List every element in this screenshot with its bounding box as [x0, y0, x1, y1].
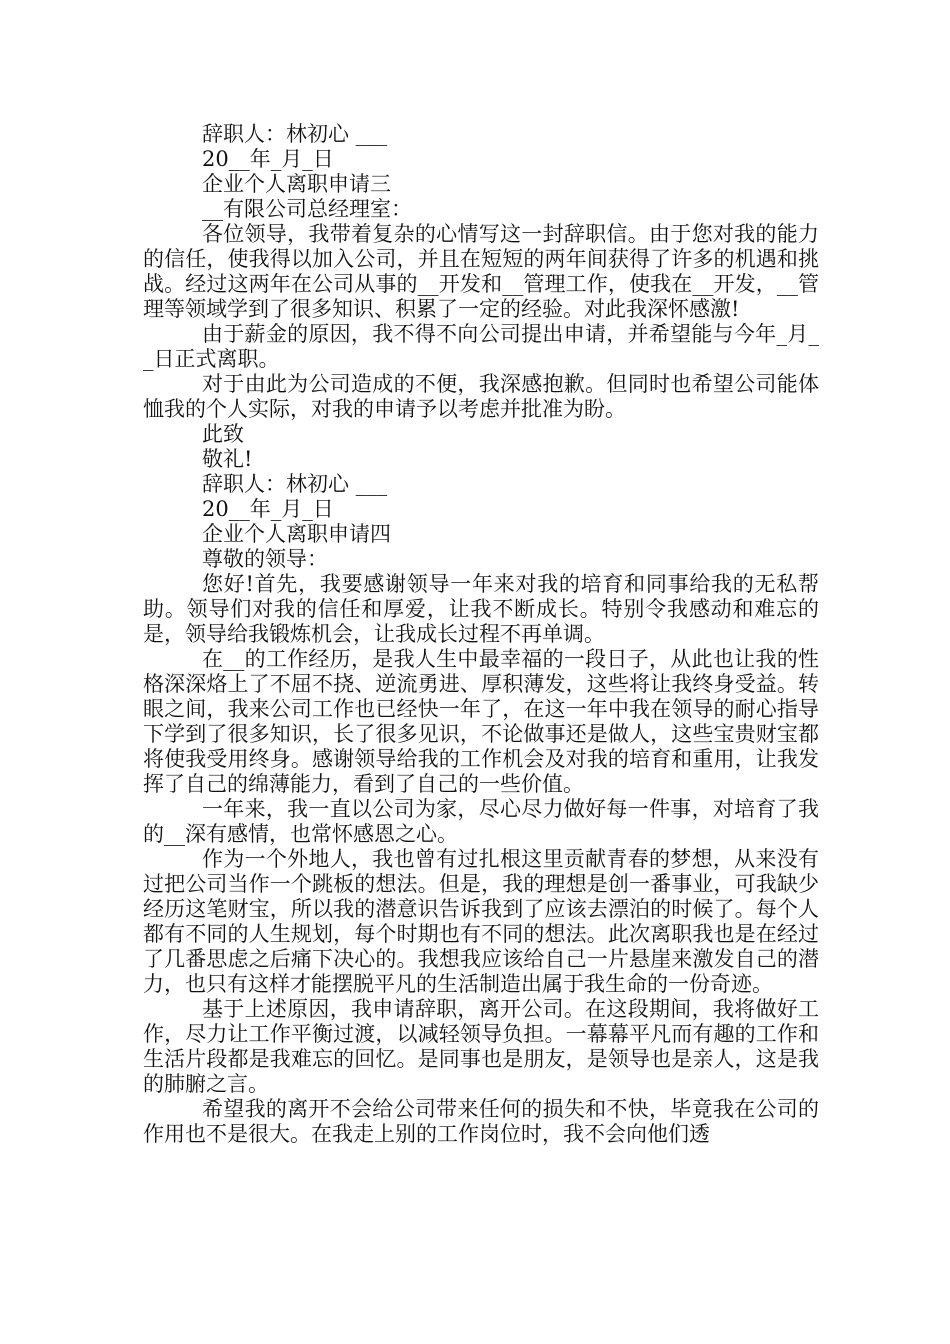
paragraph: 对于由此为公司造成的不便，我深感抱歉。但同时也希望公司能体恤我的个人实际，对我的申请予以考虑并批准为盼。 [143, 372, 819, 421]
paragraph: 由于薪金的原因，我不得不向公司提出申请，并希望能与今年_月__日正式离职。 [143, 322, 819, 371]
salutation: 尊敬的领导： [202, 547, 328, 571]
closing-line: 此致 [202, 422, 244, 446]
section-heading: 企业个人离职申请三 [202, 172, 391, 196]
signature-line: 辞职人：林初心 ___ [202, 122, 388, 146]
paragraph: 一年来，我一直以公司为家，尽心尽力做好每一件事，对培育了我的__深有感情，也常怀感恩之心。 [143, 797, 819, 846]
paragraph: 基于上述原因，我申请辞职，离开公司。在这段期间，我将做好工作，尽力让工作平衡过渡，以减轻领导负担。一幕幕平凡而有趣的工作和生活片段都是我难忘的回忆。是同事也是朋友，是领导也是亲人，这是我的肺腑之言。 [143, 997, 819, 1096]
paragraph: 您好!首先，我要感谢领导一年来对我的培育和同事给我的无私帮助。领导们对我的信任和厚爱，让我不断成长。特别令我感动和难忘的是，领导给我锻炼机会，让我成长过程不再单调。 [143, 572, 819, 646]
closing-line: 敬礼! [202, 447, 253, 471]
document-body [143, 122, 819, 1147]
section-heading: 企业个人离职申请四 [202, 522, 391, 546]
date-line: 20__年_月_日 [202, 147, 334, 171]
paragraph: 作为一个外地人，我也曾有过扎根这里贡献青春的梦想，从来没有过把公司当作一个跳板的想法。但是，我的理想是创一番事业，可我缺少经历这笔财宝，所以我的潜意识告诉我到了应该去漂泊的时候了。每个人都有不同的人生规划，每个时期也有不同的想法。此次离职我也是在经过了几番思虑之后痛下决心的。我想我应该给自己一片悬崖来激发自己的潜力，也只有这样才能摆脱平凡的生活制造出属于我生命的一份奇迹。 [143, 847, 819, 996]
salutation: __有限公司总经理室： [202, 197, 412, 221]
paragraph: 希望我的离开不会给公司带来任何的损失和不快，毕竟我在公司的作用也不是很大。在我走上别的工作岗位时，我不会向他们透 [143, 1097, 819, 1146]
date-line: 20__年_月_日 [202, 497, 334, 521]
signature-line: 辞职人：林初心 ___ [202, 472, 388, 496]
paragraph: 各位领导，我带着复杂的心情写这一封辞职信。由于您对我的能力的信任，使我得以加入公司，并且在短短的两年间获得了许多的机遇和挑战。经过这两年在公司从事的__开发和__管理工作，使我在__开发，__管理等领域学到了很多知识、积累了一定的经验。对此我深怀感激! [143, 222, 819, 321]
paragraph: 在__的工作经历，是我人生中最幸福的一段日子，从此也让我的性格深深烙上了不屈不挠、逆流勇进、厚积薄发，这些将让我终身受益。转眼之间，我来公司工作也已经快一年了，在这一年中我在领导的耐心指导下学到了很多知识，长了很多见识，不论做事还是做人，这些宝贵财宝都将使我受用终身。感谢领导给我的工作机会及对我的培育和重用，让我发挥了自己的绵薄能力，看到了自己的一些价值。 [143, 647, 819, 796]
